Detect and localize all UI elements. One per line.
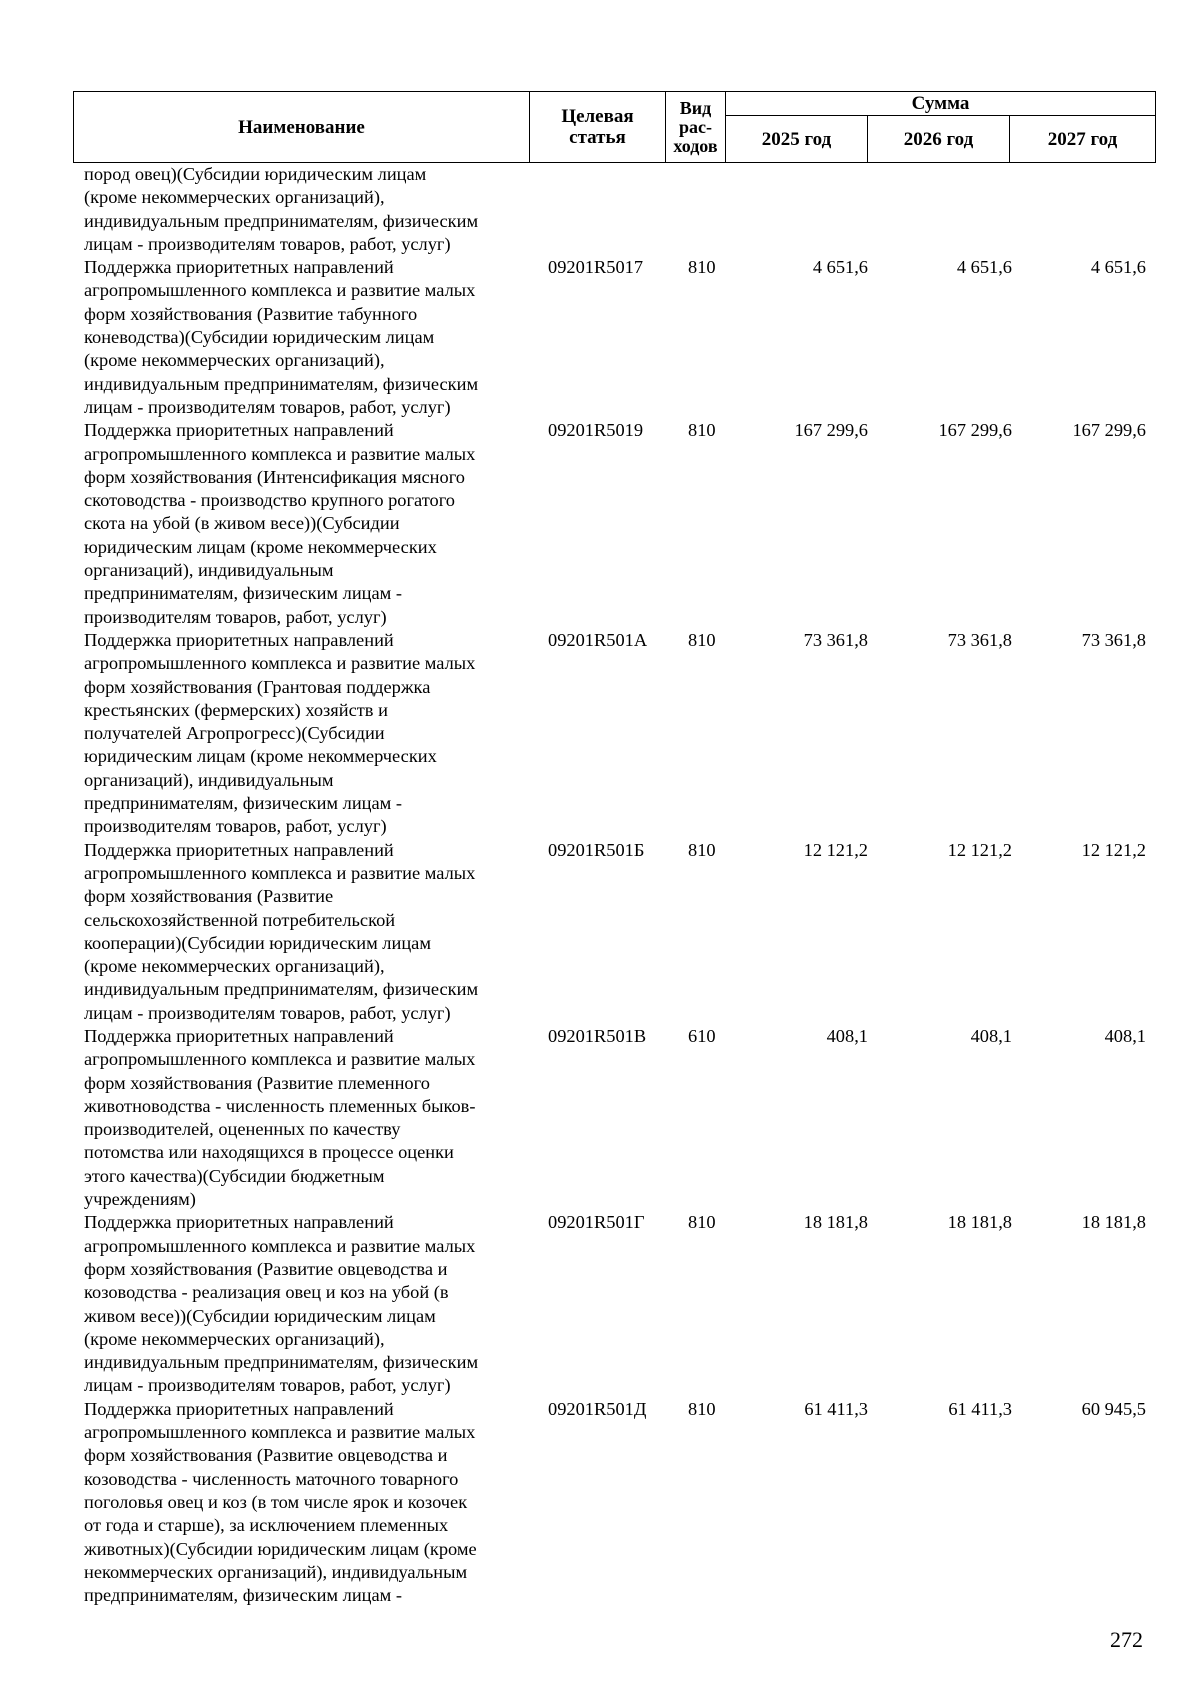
row-value-2027: 167 299,6 (1072, 420, 1146, 441)
row-name: Поддержка приоритетных направлений агропромышленного комплекса и развитие малых форм хозяйствования (Интенсификация мясного скотоводства - производство крупного рогатого скота на убой (в живом весе))(Субсидии юридическим лицам (кроме некоммерческих организаций), индивидуальным предпринимателям, физическим лицам - производителям товаров, работ, услуг) (84, 420, 476, 627)
row-value-2026: 4 651,6 (956, 257, 1012, 278)
header-year-2025 (726, 116, 868, 163)
row-vid: 610 (688, 1025, 716, 1046)
header-year-2027-label: 2027 год (1047, 128, 1118, 150)
page-number: 272 (1110, 1627, 1143, 1652)
header-vid-line1: Вид (679, 97, 712, 118)
row-name: Поддержка приоритетных направлений агропромышленного комплекса и развитие малых форм хозяйствования (Грантовая поддержка крестьянских (фермерских) хозяйств и получателей Агропрогресс)(Субсидии юридическим лицам (кроме некоммерческих организаций), индивидуальным предпринимателям, физическим лицам - производителям товаров, работ, услуг) (84, 629, 476, 837)
header-year-2027 (1010, 116, 1156, 163)
row-name: Поддержка приоритетных направлений агропромышленного комплекса и развитие малых форм хозяйствования (Развитие сельскохозяйственной потребительской кооперации)(Субсидии юридическим лицам (кроме некоммерческих организаций), индивидуальным предпринимателям, физическим лицам - производителям товаров, работ, услуг) (84, 839, 479, 1023)
row-code: 09201R501Г (548, 1212, 645, 1233)
row-value-2026: 73 361,8 (947, 629, 1012, 650)
header-sum (726, 92, 1156, 116)
header-vid-line3: ходов (673, 135, 718, 156)
header-vid (666, 92, 726, 163)
table-body (0, 163, 1200, 1607)
row-code: 09201R501А (548, 629, 648, 650)
table-header (73, 91, 1156, 163)
header-vid-line2: рас- (679, 116, 712, 137)
row-vid: 810 (688, 629, 716, 650)
row-value-2025: 73 361,8 (803, 629, 868, 650)
table-row (0, 163, 1200, 256)
row-code: 09201R501В (548, 1025, 647, 1046)
row-code: 09201R5017 (548, 257, 644, 278)
row-value-2025: 167 299,6 (794, 420, 868, 441)
row-value-2026: 18 181,8 (947, 1212, 1012, 1233)
row-value-2026: 408,1 (970, 1025, 1012, 1046)
header-code (530, 92, 666, 163)
row-value-2027: 12 121,2 (1081, 839, 1146, 860)
header-name-label: Наименование (238, 116, 365, 138)
header-name (74, 92, 530, 163)
row-code: 09201R5019 (548, 420, 644, 441)
row-vid: 810 (688, 1398, 716, 1419)
row-value-2026: 12 121,2 (947, 839, 1012, 860)
table-row (0, 419, 1200, 629)
header-sum-label: Сумма (911, 93, 970, 115)
table-row (0, 839, 1200, 1025)
row-value-2027: 73 361,8 (1081, 629, 1146, 650)
row-name: пород овец)(Субсидии юридическим лицам (кроме некоммерческих организаций), индивидуальным предпринимателям, физическим лицам - производителям товаров, работ, услуг) (84, 164, 479, 254)
header-year-2026-label: 2026 год (903, 128, 974, 150)
row-vid: 810 (688, 257, 716, 278)
header-code-line2: статья (569, 127, 626, 148)
row-value-2025: 61 411,3 (804, 1398, 868, 1419)
row-name: Поддержка приоритетных направлений агропромышленного комплекса и развитие малых форм хозяйствования (Развитие племенного животноводства - численность племенных быков- производителей, оцененных по качеству потомства или находящихся в процессе оценки этого качества)(Субсидии бюджетным учреждениям) (84, 1025, 476, 1210)
row-vid: 810 (688, 1212, 716, 1233)
row-name: Поддержка приоритетных направлений агропромышленного комплекса и развитие малых форм хозяйствования (Развитие овцеводства и козоводства - реализация овец и коз на убой (в живом весе))(Субсидии юридическим лицам (кроме некоммерческих организаций), индивидуальным предпринимателям, физическим лицам - производителям товаров, работ, услуг) (84, 1212, 479, 1396)
row-value-2027: 18 181,8 (1081, 1212, 1146, 1233)
table-row (0, 256, 1200, 419)
table-row (0, 1025, 1200, 1211)
row-value-2027: 408,1 (1104, 1025, 1146, 1046)
row-code: 09201R501Б (548, 839, 645, 860)
table-row (0, 1398, 1200, 1608)
row-value-2025: 408,1 (826, 1025, 868, 1046)
row-value-2026: 167 299,6 (938, 420, 1012, 441)
row-value-2025: 12 121,2 (803, 839, 868, 860)
table-row (0, 629, 1200, 839)
header-year-2026 (868, 116, 1010, 163)
table-row (0, 1211, 1200, 1397)
header-year-2025-label: 2025 год (761, 128, 832, 150)
row-code: 09201R501Д (548, 1398, 647, 1419)
row-value-2027: 60 945,5 (1081, 1398, 1146, 1419)
row-name: Поддержка приоритетных направлений агропромышленного комплекса и развитие малых форм хозяйствования (Развитие овцеводства и козоводства - численность маточного товарного поголовья овец и коз (в том числе ярок и козочек от года и старше), за исключением племенных животных)(Субсидии юридическим лицам (кроме некоммерческих организаций), индивидуальным предпринимателям, физическим лицам - (84, 1398, 477, 1606)
row-value-2026: 61 411,3 (948, 1398, 1012, 1419)
row-name: Поддержка приоритетных направлений агропромышленного комплекса и развитие малых форм хозяйствования (Развитие табунного коневодства)(Субсидии юридическим лицам (кроме некоммерческих организаций), индивидуальным предпринимателям, физическим лицам - производителям товаров, работ, услуг) (84, 257, 479, 417)
row-value-2027: 4 651,6 (1090, 257, 1146, 278)
header-code-line1: Целевая (561, 106, 634, 127)
row-vid: 810 (688, 839, 716, 860)
row-value-2025: 18 181,8 (803, 1212, 868, 1233)
row-value-2025: 4 651,6 (812, 257, 868, 278)
row-vid: 810 (688, 420, 716, 441)
